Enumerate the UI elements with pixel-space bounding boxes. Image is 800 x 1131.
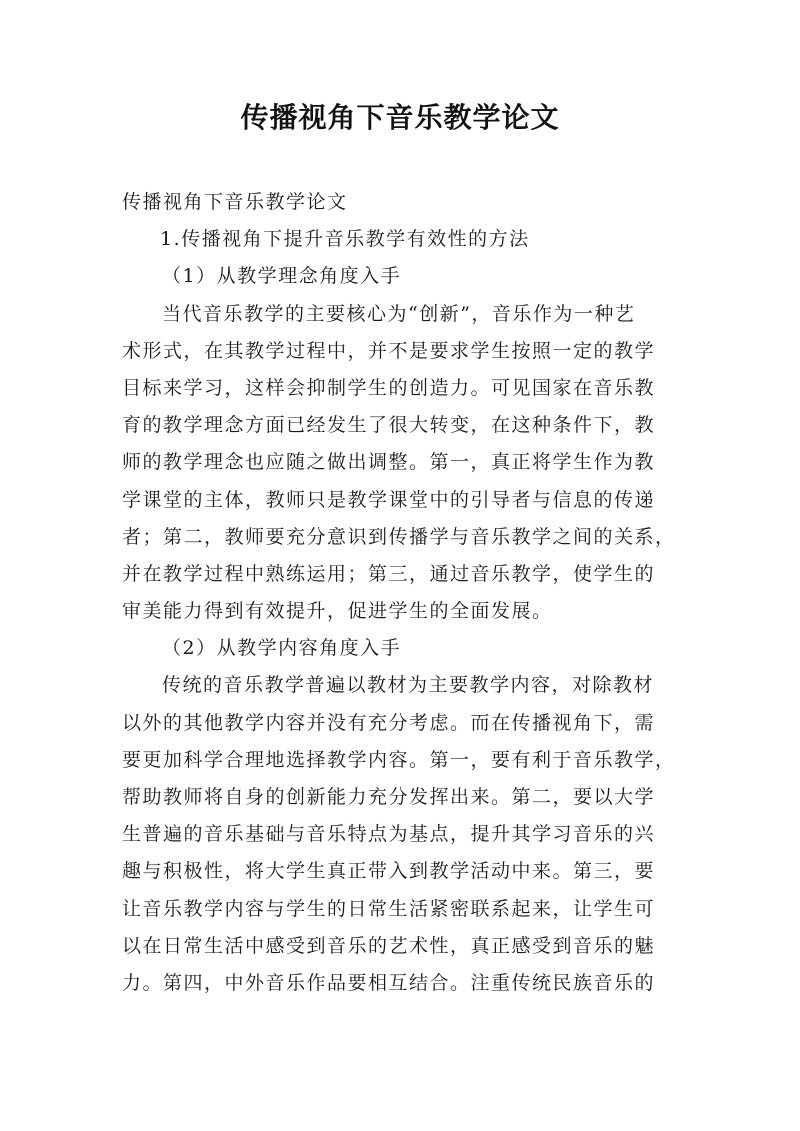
paragraph-line: 要更加科学合理地选择教学内容。第一，要有利于音乐教学， [122,748,676,771]
paragraph-line: 以外的其他教学内容并没有充分考虑。而在传播视角下，需 [122,711,656,734]
paragraph-line: 育的教学理念方面已经发生了很大转变，在这种条件下，教 [122,414,656,437]
paragraph-line: 让音乐教学内容与学生的日常生活紧密联系起来，让学生可 [122,897,656,920]
paragraph-line: 帮助教师将自身的创新能力充分发挥出来。第二，要以大学 [122,786,656,808]
paragraph-line: 以在日常生活中感受到音乐的艺术性，真正感受到音乐的魅 [122,934,656,957]
paragraph-line: 师的教学理念也应随之做出调整。第一，真正将学生作为教 [122,451,656,474]
paragraph-line: 审美能力得到有效提升，促进学生的全面发展。 [122,600,553,623]
subtitle-line: 传播视角下音乐教学论文 [122,191,348,213]
paragraph-line: 学课堂的主体，教师只是教学课堂中的引导者与信息的传递 [122,488,656,511]
paragraph-line: 当代音乐教学的主要核心为“创新”，音乐作为一种艺 [162,302,636,325]
paragraph-line: 并在教学过程中熟练运用；第三，通过音乐教学，使学生的 [122,562,656,585]
paragraph-line: 趣与积极性，将大学生真正带入到教学活动中来。第三，要 [122,860,656,883]
paragraph-line: 力。第四，中外音乐作品要相互结合。注重传统民族音乐的 [122,971,656,994]
paragraph-line: 目标来学习，这样会抑制学生的创造力。可见国家在音乐教 [122,376,656,399]
paragraph-line: 生普遍的音乐基础与音乐特点为基点，提升其学习音乐的兴 [122,823,656,846]
subsection-heading: （2）从教学内容角度入手 [162,637,402,660]
document-title: 传播视角下音乐教学论文 [240,101,560,134]
subsection-heading: （1）从教学理念角度入手 [162,265,402,288]
paragraph-line: 传统的音乐教学普遍以教材为主要教学内容，对除教材 [162,674,655,697]
section-heading: 1.传播视角下提升音乐教学有效性的方法 [160,228,530,251]
document-body [122,184,682,1002]
paragraph-line: 术形式，在其教学过程中，并不是要求学生按照一定的教学 [122,339,656,362]
paragraph-line: 者；第二，教师要充分意识到传播学与音乐教学之间的关系， [122,525,676,548]
